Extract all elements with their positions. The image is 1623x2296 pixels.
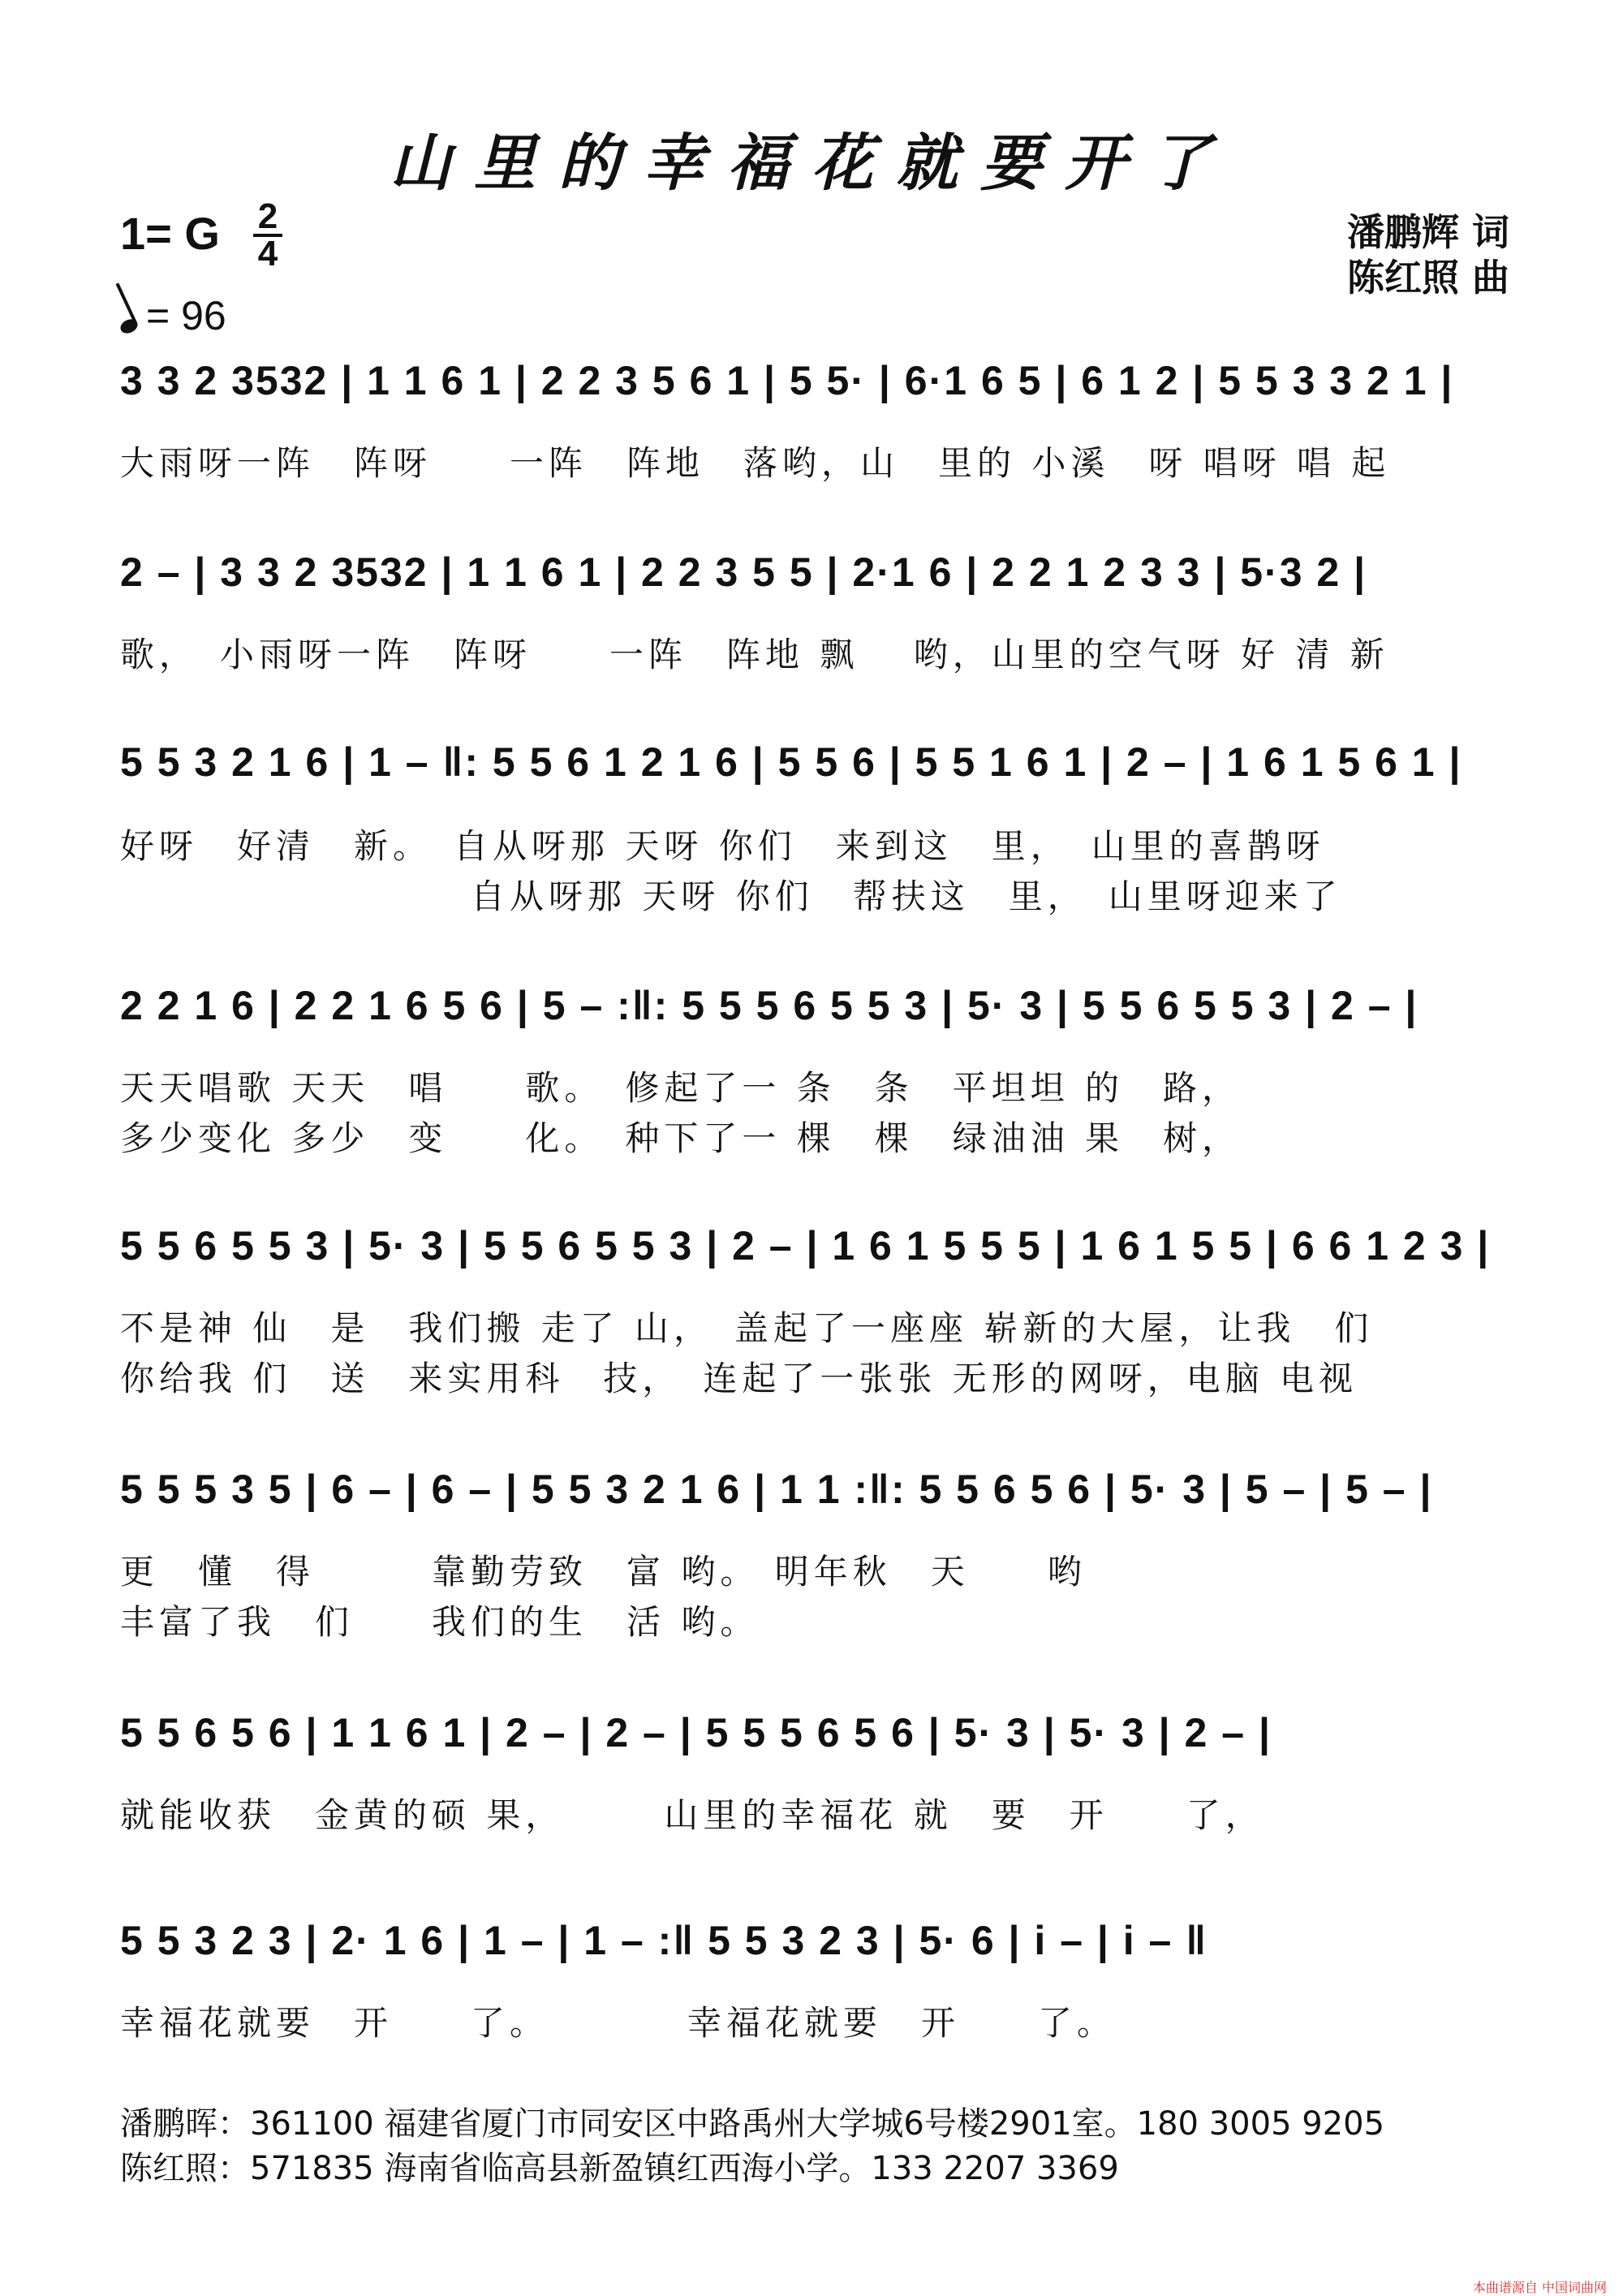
time-signature-bottom: 4: [257, 234, 278, 274]
lyric-line: 多少变化 多少 变 化。 种下了一 棵 棵 绿油油 果 树，: [120, 1118, 1242, 1158]
lyric-line: 你给我 们 送 来实用科 技， 连起了一张张 无形的网呀，电脑 电视: [120, 1359, 1358, 1398]
time-signature: [253, 196, 282, 274]
notation-line: 5 5 6 5 6 | 1 1 6 1 | 2 – | 2 – | 5 5 5 6 5 6 | 5· 3 | 5· 3 | 2 – |: [120, 1710, 1272, 1755]
notation-line: 2 2 1 6 | 2 2 1 6 5 6 | 5 – :‖: 5 5 5 6 5 5 3 | 5· 3 | 5 5 6 5 5 3 | 2 – |: [120, 983, 1419, 1028]
tempo-value: = 96: [146, 293, 226, 338]
notation-line: 5 5 6 5 5 3 | 5· 3 | 5 5 6 5 5 3 | 2 – | 1 6 1 5 5 5 | 1 6 1 5 5 | 6 6 1 2 3 |: [120, 1223, 1491, 1269]
composer-credit: 陈红照 曲: [1346, 256, 1509, 299]
quarter-note-icon: [118, 317, 140, 336]
watermark: 本曲谱源自 中国词曲网: [1472, 2280, 1607, 2295]
lyric-line: 歌， 小雨呀一阵 阵呀 一阵 阵地 飘 哟，山里的空气呀 好 清 新: [120, 635, 1389, 674]
notation-line: 5 5 3 2 3 | 2· 1 6 | 1 – | 1 – :‖ 5 5 3 2 3 | 5· 6 | i – | i – ‖: [120, 1918, 1208, 1963]
lyric-line: 大雨呀一阵 阵呀 一阵 阵地 落哟，山 里的 小溪 呀 唱呀 唱 起: [120, 443, 1391, 483]
lyric-line: 好呀 好清 新。 自从呀那 天呀 你们 来到这 里， 山里的喜鹊呀: [120, 826, 1325, 866]
lyric-line: 幸福花就要 开 了。 幸福花就要 开 了。: [120, 2003, 1117, 2043]
notation-line: 5 5 5 3 5 | 6 – | 6 – | 5 5 3 2 1 6 | 1 1 :‖: 5 5 6 5 6 | 5· 3 | 5 – | 5 – |: [120, 1467, 1433, 1512]
lyric-line: 丰富了我 们 我们的生 活 哟。: [120, 1602, 760, 1642]
lyric-line: 更 懂 得 靠勤劳致 富 哟。 明年秋 天 哟: [120, 1552, 1087, 1592]
key-signature: 1= G: [120, 208, 220, 259]
notation-line: 5 5 3 2 1 6 | 1 – ‖: 5 5 6 1 2 1 6 | 5 5 6 | 5 5 1 6 1 | 2 – | 1 6 1 5 6 1 |: [120, 739, 1462, 785]
notation-line: 3 3 2 3532 | 1 1 6 1 | 2 2 3 5 6 1 | 5 5· | 6·1 6 5 | 6 1 2 | 5 5 3 3 2 1 |: [120, 358, 1454, 403]
lyric-line: 天天唱歌 天天 唱 歌。 修起了一 条 条 平坦坦 的 路，: [120, 1068, 1242, 1108]
lyric-line: 就能收获 金黄的硕 果， 山里的幸福花 就 要 开 了，: [120, 1795, 1264, 1835]
lyricist-credit: 潘鹏辉 词: [1346, 210, 1509, 254]
notation-line: 2 – | 3 3 2 3532 | 1 1 6 1 | 2 2 3 5 5 | 2·1 6 | 2 2 1 2 3 3 | 5·3 2 |: [120, 549, 1367, 595]
lyric-line: 不是神 仙 是 我们搬 走了 山， 盖起了一座座 崭新的大屋，让我 们: [120, 1308, 1374, 1348]
footer-contact: 陈红照：571835 海南省临高县新盈镇红西海小学。133 2207 3369: [120, 2150, 1119, 2187]
tempo-marking: [120, 292, 226, 339]
footer-contact: 潘鹏晖：361100 福建省厦门市同安区中路禹州大学城6号楼2901室。180 3005 9205: [120, 2105, 1385, 2143]
time-signature-top: 2: [257, 196, 278, 236]
lyric-line: 自从呀那 天呀 你们 帮扶这 里， 山里呀迎来了: [120, 877, 1342, 916]
song-title: 山里的幸福花就要开了: [390, 127, 1233, 199]
